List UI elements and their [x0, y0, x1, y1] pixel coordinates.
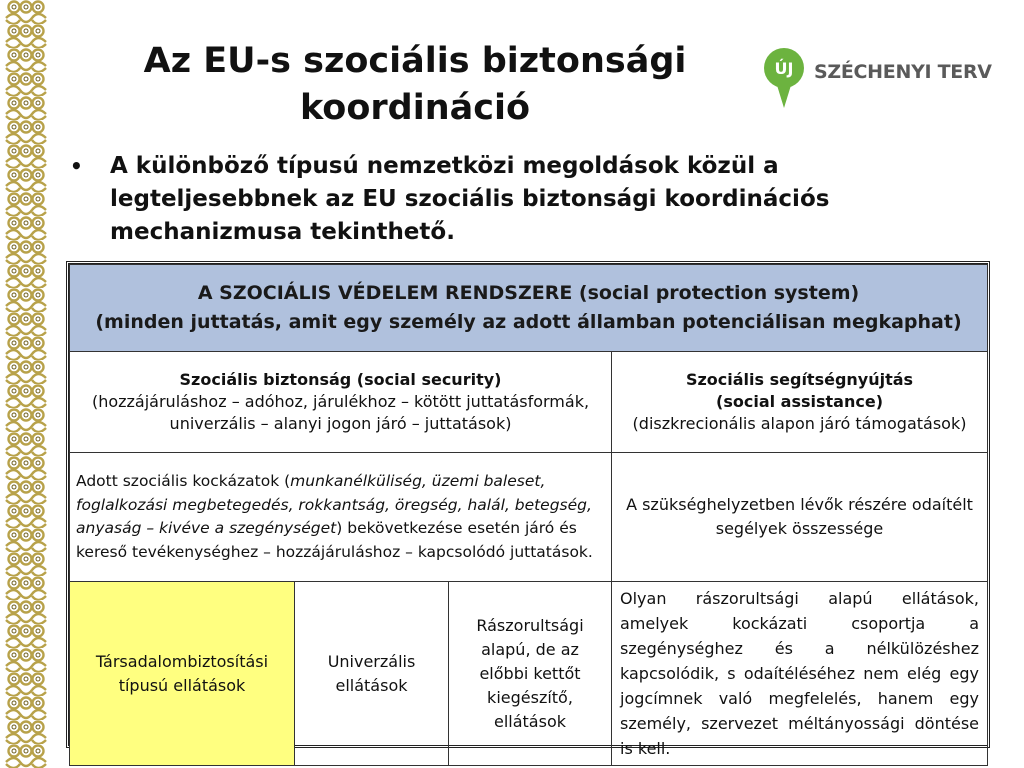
logo-name: SZÉCHENYI TERV — [814, 61, 992, 83]
risks-list: munkanélküliség, üzemi baleset, foglalkozási megbetegedés, rokkantság, öregség, halál, betegség, anyaság – kivéve a szegénységet — [76, 472, 592, 537]
risks-after: ) bekövetkezése esetén járó és kereső tevékenységhez – hozzájáruláshoz – kapcsolódó juttatások. — [76, 519, 593, 561]
social-security-cell — [70, 352, 612, 453]
needs-based-cell: Rászorultsági alapú, de az előbbi kettőt kiegészítő, ellátások — [449, 582, 612, 766]
social-assistance-title-2: (social assistance) — [716, 392, 883, 411]
szechenyi-terv-logo — [760, 42, 990, 114]
location-pin-icon — [760, 42, 810, 114]
slide-title — [70, 38, 760, 132]
social-assistance-cell — [612, 352, 988, 453]
title-line-2: koordináció — [299, 88, 531, 128]
header-line-1: A SZOCIÁLIS VÉDELEM RENDSZERE (social protection system) — [197, 282, 860, 304]
logo-badge-text: ÚJ — [774, 59, 794, 78]
decorative-border — [0, 0, 52, 768]
social-risks-cell — [70, 453, 612, 582]
bullet-dot-icon: • — [70, 154, 83, 178]
title-line-1: Az EU-s szociális biztonsági — [143, 41, 687, 81]
social-protection-table — [66, 261, 990, 758]
risks-before: Adott szociális kockázatok ( — [76, 472, 291, 490]
other-benefits-cell: Olyan rászorultsági alapú ellátások, amelyek kockázati csoportja a szegénységhez és a nélkülözéshez kapcsolódik, s odaítéléséhez nem elég egy jogcímnek való megfelelés, hanem egy személy, szervezet méltányossági döntése is kell. — [612, 582, 988, 766]
table-header — [70, 265, 988, 352]
social-insurance-cell: Társadalombiztosítási típusú ellátások — [70, 582, 295, 766]
social-security-title: Szociális biztonság (social security) — [179, 370, 502, 389]
social-assistance-desc: (diszkrecionális alapon járó támogatások) — [632, 414, 967, 433]
header-line-2: (minden juttatás, amit egy személy az adott államban potenciálisan megkaphat) — [95, 311, 962, 333]
need-cell: A szükséghelyzetben lévők részére odaítélt segélyek összessége — [612, 453, 988, 582]
social-assistance-title-1: Szociális segítségnyújtás — [685, 370, 914, 389]
bullet-text: A különböző típusú nemzetközi megoldások közül a legteljesebbnek az EU szociális biztonsági koordinációs mechanizmusa tekinthető. — [110, 153, 830, 245]
bullet-point — [70, 150, 970, 249]
universal-cell: Univerzális ellátások — [295, 582, 449, 766]
social-security-desc: (hozzájáruláshoz – adóhoz, járulékhoz – kötött juttatásformák, univerzális – alanyi jogon járó – juttatások) — [91, 392, 590, 433]
